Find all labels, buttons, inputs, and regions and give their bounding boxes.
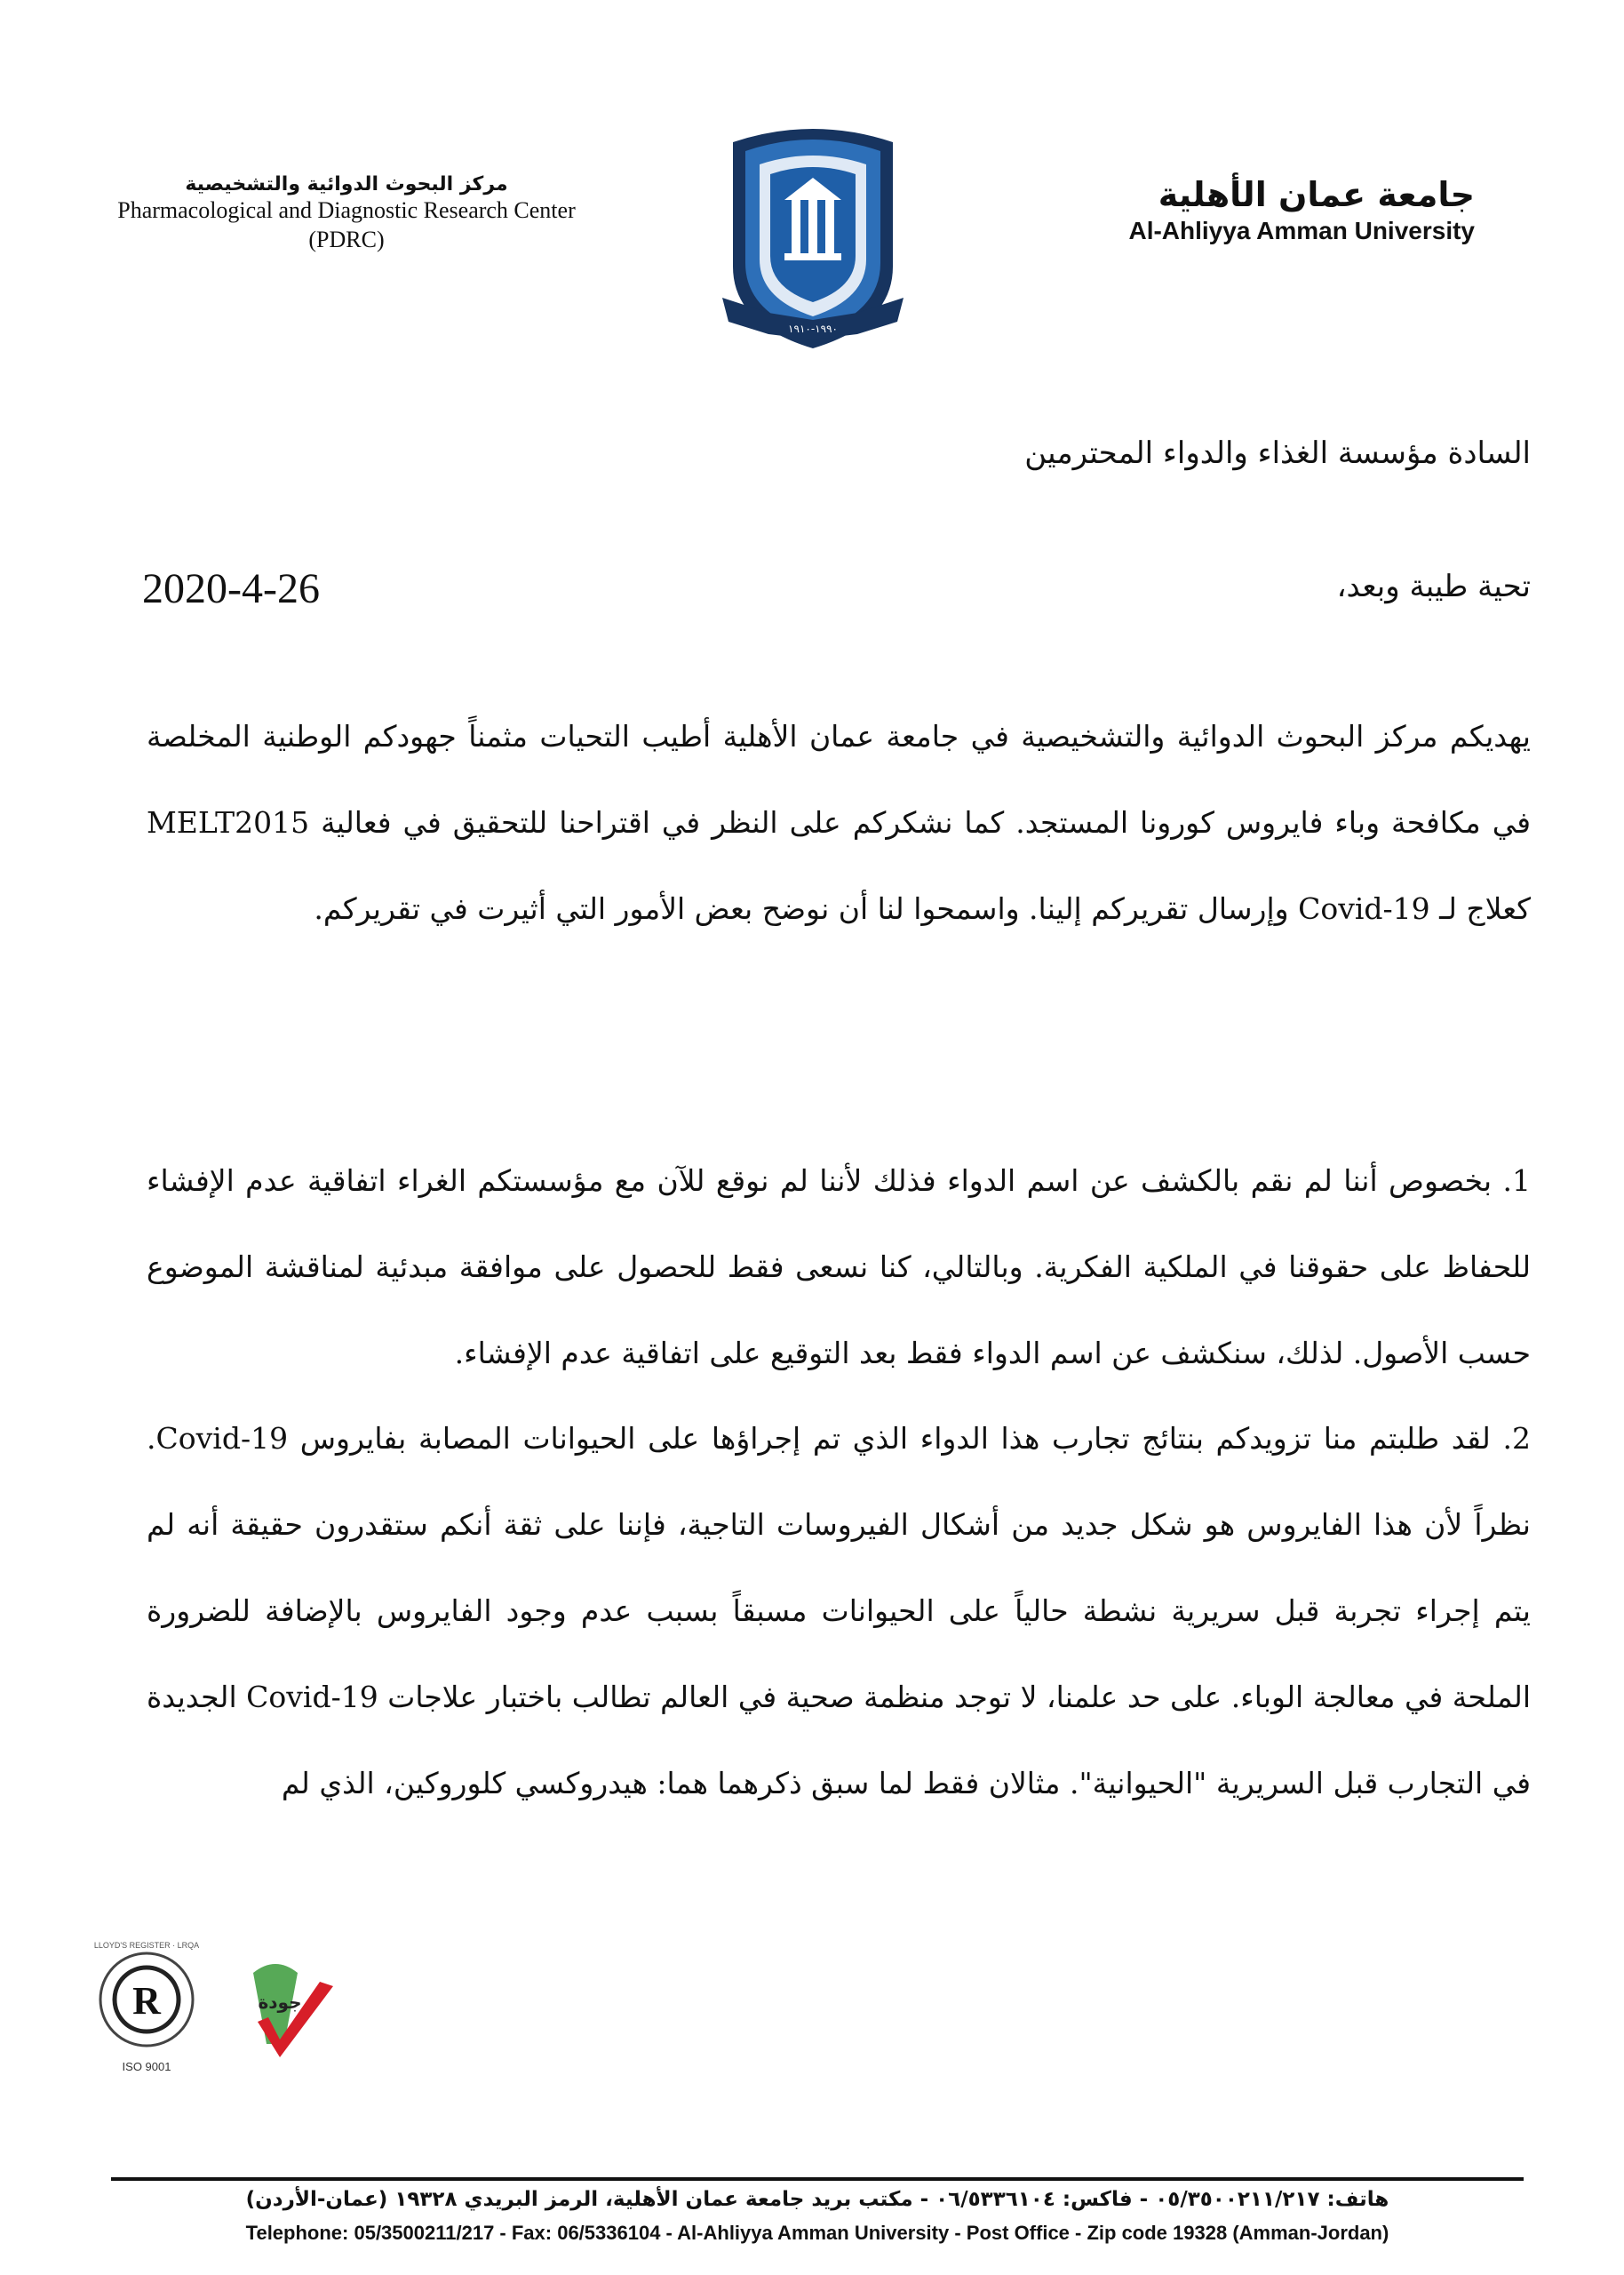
letter-salutation: السادة مؤسسة الغذاء والدواء المحترمين <box>1024 435 1531 471</box>
certification-logos <box>93 1937 360 2079</box>
intro-paragraph: يهديكم مركز البحوث الدوائية والتشخيصية في جامعة عمان الأهلية أطيب التحيات مثمناً جهودكم الوطنية المخلصة في مكافحة وباء فايروس كورونا المستجد. كما نشكركم على النظر في اقتراحنا للتحقيق في فعالية MELT2015 كعلاج لـ Covid-19 وإرسال تقريركم إلينا. واسمحوا لنا أن نوضح بعض الأمور التي أثيرت في تقريركم. <box>147 719 1531 926</box>
center-abbreviation: (PDRC) <box>308 227 385 252</box>
center-name-arabic: مركز البحوث الدوائية والتشخيصية <box>185 173 508 196</box>
letter-greeting: تحية طيبة وبعد، <box>1336 569 1531 604</box>
point-two-paragraph: 2. لقد طلبتم منا تزويدكم بنتائج تجارب هذا الدواء الذي تم إجراؤها على الحيوانات المصابة بفايروس Covid-19. نظراً لأن هذا الفايروس هو شكل جديد من أشكال الفيروسات التاجية، فإننا على ثقة أنكم ستقدرون حقيقة أنه لم يتم إجراء تجربة قبل سريرية نشطة حالياً على الحيوانات مسبقاً بسبب عدم وجود الفايروس بالإضافة للضرورة الملحة في معالجة الوباء. على حد علمنا، لا توجد منظمة صحية في العالم تطالب باختبار علاجات Covid-19 الجديدة في التجارب قبل السريرية "الحيوانية". مثالان فقط لما سبق ذكرهما هما: هيدروكسي كلوروكين، الذي لم <box>147 1421 1531 1800</box>
letter-date: 2020-4-26 <box>142 565 320 612</box>
university-name-arabic: جامعة عمان الأهلية <box>1158 175 1475 214</box>
center-name-english: Pharmacological and Diagnostic Research Center <box>117 197 576 223</box>
crest-year: ١٩٩٠-١٩١٠ <box>788 323 838 335</box>
university-heading <box>1075 173 1475 246</box>
iso-lrqa-logo-icon <box>93 1937 360 2079</box>
point-one-paragraph: 1. بخصوص أننا لم نقم بالكشف عن اسم الدواء فذلك لأننا لم نوقع للآن مع مؤسستكم الغراء اتفاقية عدم الإفشاء للحفاظ على حقوقنا في الملكية الفكرية. وبالتالي، كنا نسعى فقط للحصول على موافقة مبدئية لمناقشة الموضوع حسب الأصول. لذلك، سنكشف عن اسم الدواء فقط بعد التوقيع على اتفاقية عدم الإفشاء. <box>147 1163 1532 1370</box>
lrqa-label: LLOYD'S REGISTER · LRQA <box>93 1941 200 1950</box>
university-name-english: Al-Ahliyya Amman University <box>1128 217 1475 244</box>
jawda-label: جودة <box>258 1992 302 2013</box>
iso-label: ISO 9001 <box>122 2060 171 2073</box>
footer-contact-arabic: هاتف: ٠٥/٣٥٠٠٢١١/٢١٧ - فاكس: ٠٦/٥٣٣٦١٠٤ - مكتب بريد جامعة عمان الأهلية، الرمز البريدي ١٩٣٢٨ (عمان-الأردن) <box>245 2188 1389 2211</box>
research-center-heading <box>62 173 631 254</box>
footer-rule <box>111 2177 1524 2181</box>
footer-contact-english: Telephone: 05/3500211/217 - Fax: 06/5336104 - Al-Ahliyya Amman University - Post Office - Zip code 19328 (Amman-Jordan) <box>245 2222 1389 2244</box>
svg-text:R: R <box>132 1979 161 2023</box>
university-crest <box>715 116 911 369</box>
crest-icon <box>715 116 911 369</box>
